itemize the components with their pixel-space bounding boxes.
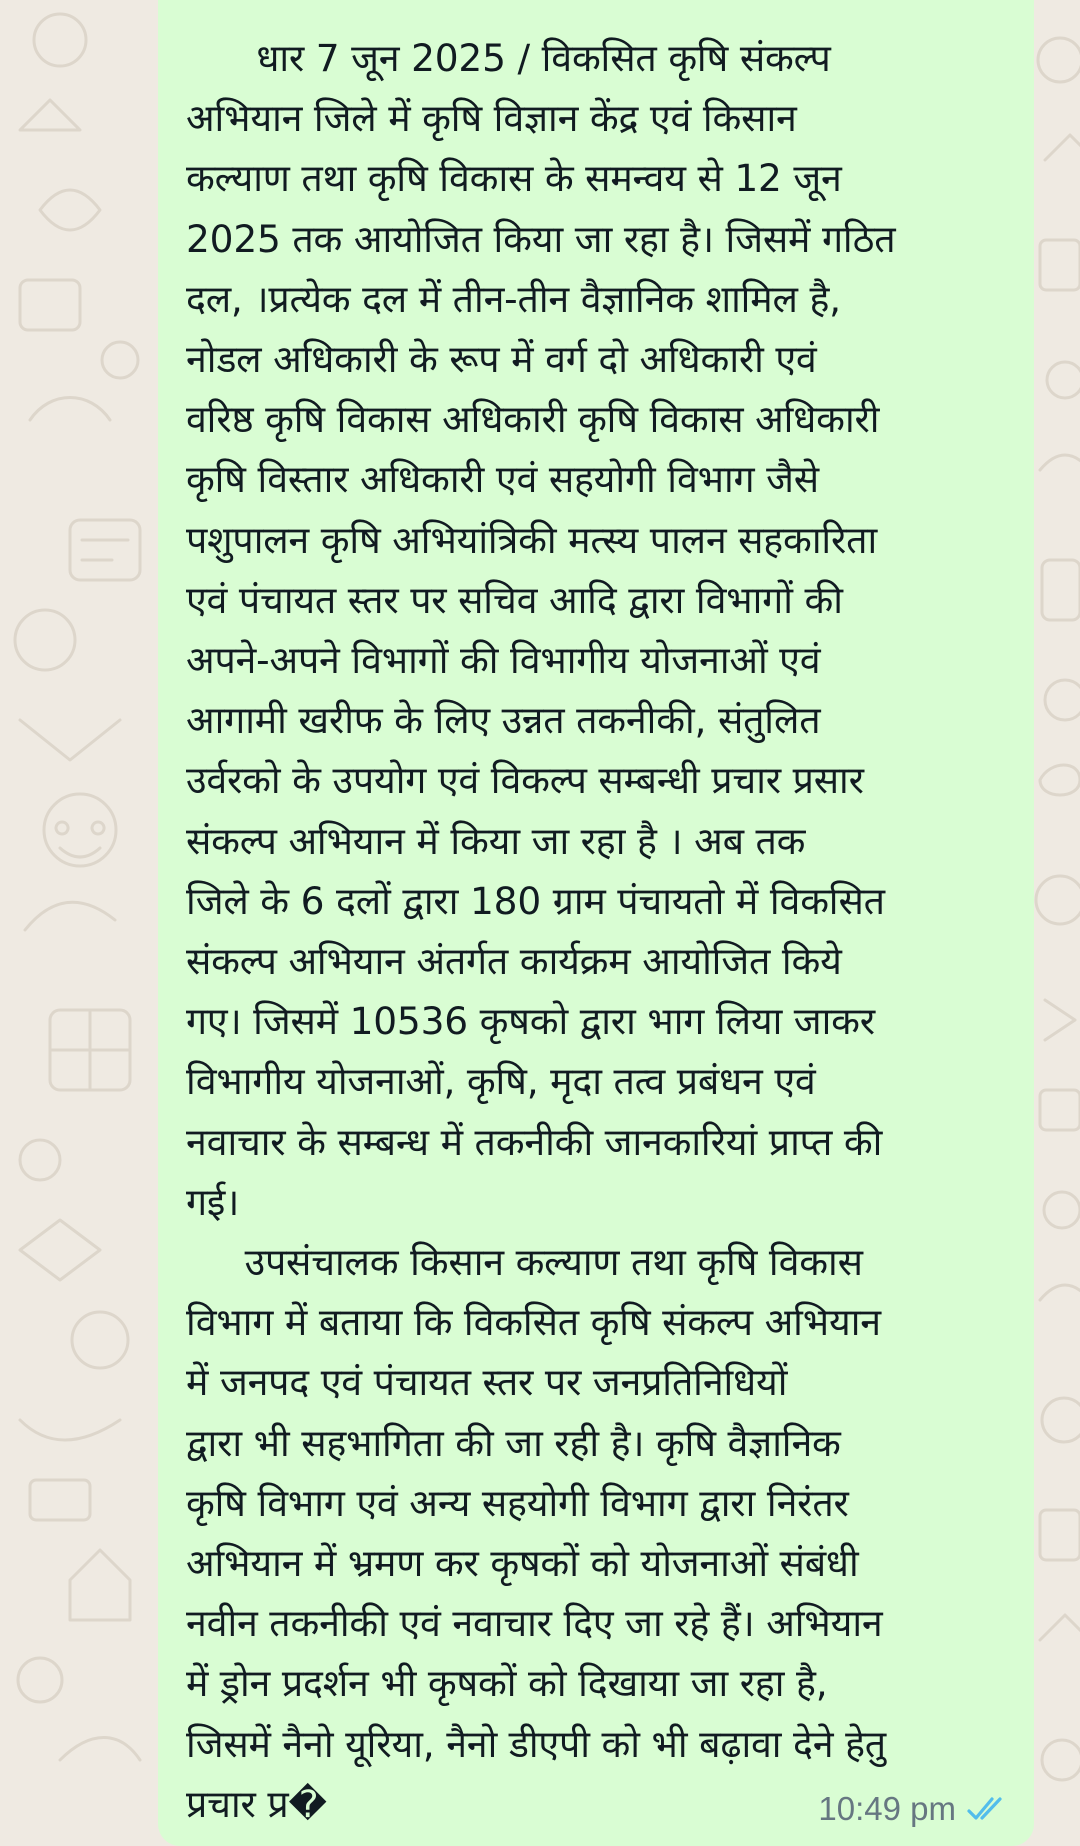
message-text [186,28,1000,1834]
message-line: नवाचार के सम्बन्ध में तकनीकी जानकारियां प्राप्त की [186,1119,883,1164]
message-line: दल, ।प्रत्येक दल में तीन-तीन वैज्ञानिक शामिल है, [186,276,841,321]
message-line: विभाग में बताया कि विकसित कृषि संकल्प अभियान [186,1300,881,1345]
message-meta [818,1790,1010,1828]
message-line: प्रचार प्र� [186,1781,327,1826]
message-line: संकल्प अभियान में किया जा रहा है । अब तक [186,818,806,863]
message-line: अभियान में भ्रमण कर कृषकों को योजनाओं संबंधी [186,1541,859,1586]
message-time: 10:49 pm [818,1790,956,1827]
message-line: जिले के 6 दलों द्वारा 180 ग्राम पंचायतो में विकसित [186,878,885,923]
message-line: अभियान जिले में कृषि विज्ञान केंद्र एवं किसान [186,96,797,141]
message-line: आगामी खरीफ के लिए उन्नत तकनीकी, संतुलित [186,698,821,743]
message-line: कृषि विभाग एवं अन्य सहयोगी विभाग द्वारा निरंतर [186,1480,849,1525]
message-line: पशुपालन कृषि अभियांत्रिकी मत्स्य पालन सहकारिता [186,517,878,562]
message-line: नोडल अधिकारी के रूप में वर्ग दो अधिकारी एवं [186,337,817,382]
message-line: अपने-अपने विभागों की विभागीय योजनाओं एवं [186,638,821,683]
message-line: द्वारा भी सहभागिता की जा रही है। कृषि वैज्ञानिक [186,1420,841,1465]
message-bubble[interactable] [158,0,1034,1846]
message-line: कल्याण तथा कृषि विकास के समन्वय से 12 जून [186,156,842,201]
message-line: 2025 तक आयोजित किया जा रहा है। जिसमें गठित [186,216,896,261]
message-line: धार 7 जून 2025 / विकसित कृषि संकल्प [186,36,831,80]
message-line: गए। जिसमें 10536 कृषको द्वारा भाग लिया जाकर [186,999,875,1044]
message-line: विभागीय योजनाओं, कृषि, मृदा तत्व प्रबंधन एवं [186,1059,816,1104]
double-check-read-icon [966,1795,1010,1823]
message-line: एवं पंचायत स्तर पर सचिव आदि द्वारा विभागों की [186,577,843,622]
message-line: नवीन तकनीकी एवं नवाचार दिए जा रहे हैं। अभियान [186,1601,883,1646]
message-line: में जनपद एवं पंचायत स्तर पर जनप्रतिनिधियों [186,1360,788,1405]
message-line: उर्वरको के उपयोग एवं विकल्प सम्बन्धी प्रचार प्रसार [186,758,864,803]
message-line: कृषि विस्तार अधिकारी एवं सहयोगी विभाग जैसे [186,457,819,502]
message-line: में ड्रोन प्रदर्शन भी कृषकों को दिखाया जा रहा है, [186,1661,828,1706]
message-line: गई। [186,1179,240,1224]
message-line: उपसंचालक किसान कल्याण तथा कृषि विकास [186,1240,863,1285]
message-line: जिसमें नैनो यूरिया, नैनो डीएपी को भी बढ़ावा देने हेतु [186,1721,886,1766]
message-line: संकल्प अभियान अंतर्गत कार्यक्रम आयोजित किये [186,939,842,984]
message-line: वरिष्ठ कृषि विकास अधिकारी कृषि विकास अधिकारी [186,397,880,442]
